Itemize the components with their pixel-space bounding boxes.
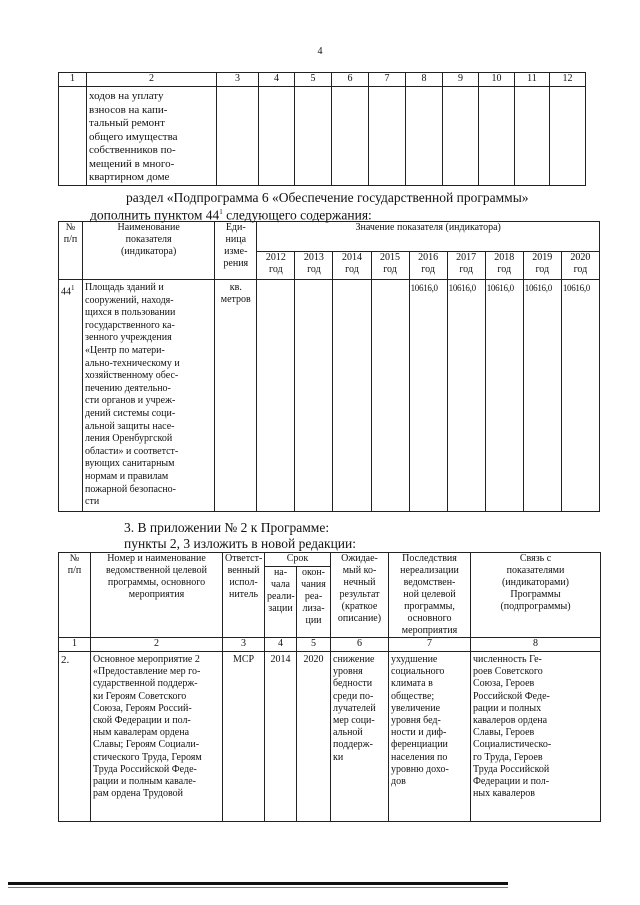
row-responsible: МСР	[223, 652, 265, 822]
value-cell	[257, 280, 295, 512]
year-cell: 2016 год	[409, 252, 447, 280]
value-cell: 10616,0	[447, 280, 485, 512]
paragraph-items: пункты 2, 3 изложить в новой редакции:	[124, 536, 357, 551]
header-link: Связь с показателями (индикаторами) Программы (подпрограммы)	[471, 553, 601, 638]
colnum-cell: 6	[332, 73, 369, 87]
year-cell: 2019 год	[523, 252, 561, 280]
row-program: Основное мероприятие 2 «Предоставление мер го- сударственной поддерж- ки Героям Советского Союза, Героям Россий- ской Федерации и пол- ным кавалерам ордена Славы; Героям Социали- стического Труда, Героям Труда Российской Феде- рации и полным кавале- рам ордена Трудовой	[91, 652, 223, 822]
value-cell: 10616,0	[561, 280, 599, 512]
row-text: ходов на уплату взносов на капи- тальный ремонт общего имущества собственников по- мещений в много- квартирном доме	[87, 87, 217, 186]
indicators-table	[58, 221, 600, 512]
year-cell: 2014 год	[333, 252, 371, 280]
paragraph-appendix: 3. В приложении № 2 к Программе:	[124, 520, 330, 535]
colnum-cell: 9	[443, 73, 479, 87]
table-row	[59, 652, 601, 822]
row-num: $44^1$	[59, 280, 83, 512]
colnum-cell: 1	[59, 73, 87, 87]
row-num: 2.	[59, 652, 91, 822]
header-end: окон- чания реа- лиза- ции	[297, 567, 331, 638]
colnum-cell: 3	[217, 73, 259, 87]
colnum-cell: 7	[389, 638, 471, 652]
colnum-cell: 5	[297, 638, 331, 652]
header-consequences: Последствия нереализации ведомствен- ной целевой программы, основного мероприятия	[389, 553, 471, 638]
year-cell: 2013 год	[295, 252, 333, 280]
value-cell: 10616,0	[485, 280, 523, 512]
header-unit: Еди- ница изме- рения	[215, 222, 257, 280]
table-row	[59, 87, 586, 186]
value-cell	[333, 280, 371, 512]
colnum-cell: 1	[59, 638, 91, 652]
colnum-cell: 11	[515, 73, 550, 87]
row-consequences: ухудшение социального климата в обществе; увеличение уровня бед- ности и диф- ференциации населения по уровню дохо- дов	[389, 652, 471, 822]
row-name: Площадь зданий и сооружений, находя- щихся в пользовании государственного ка- зенного учреждения «Центр по матери- ально-техническому и хозяйственному обес- печению деятельно- сти органов и учреж- дений системы соци- альной защиты насе- ления Оренбургской области» и соответст- вующих санитарным нормам и правилам пожарной безопасно- сти	[83, 280, 215, 512]
colnum-row	[59, 638, 601, 652]
colnum-cell: 12	[550, 73, 586, 87]
header-program: Номер и наименование ведомственной целевой программы, основного мероприятия	[91, 553, 223, 638]
year-cell: 2017 год	[447, 252, 485, 280]
paragraph-section6: раздел «Подпрограмма 6 «Обеспечение государственной программы»	[126, 190, 529, 205]
colnum-cell: 8	[471, 638, 601, 652]
scan-edge-line	[8, 887, 508, 888]
colnum-cell: 2	[87, 73, 217, 87]
row-result: снижение уровня бедности среди по- лучателей мер соци- альной поддерж- ки	[331, 652, 389, 822]
value-cell: 10616,0	[409, 280, 447, 512]
colnum-cell: 7	[369, 73, 406, 87]
table-continuation	[58, 72, 586, 186]
year-cell: 2020 год	[561, 252, 599, 280]
page-number: 4	[317, 46, 323, 57]
year-cell: 2018 год	[485, 252, 523, 280]
colnum-row	[59, 73, 586, 87]
year-cell: 2015 год	[371, 252, 409, 280]
colnum-cell: 4	[259, 73, 295, 87]
scan-edge-line	[8, 882, 508, 885]
header-start: на- чала реали- зации	[265, 567, 297, 638]
header-num: № п/п	[59, 222, 83, 280]
colnum-cell: 2	[91, 638, 223, 652]
header-result: Ожидае- мый ко- нечный результат (краткое описание)	[331, 553, 389, 638]
header-responsible: Ответст- венный испол- нитель	[223, 553, 265, 638]
header-name: Наименование показателя (индикатора)	[83, 222, 215, 280]
year-cell: 2012 год	[257, 252, 295, 280]
value-cell: 10616,0	[523, 280, 561, 512]
value-cell	[371, 280, 409, 512]
header-term: Срок	[265, 553, 331, 567]
measures-table	[58, 552, 601, 822]
value-cell	[295, 280, 333, 512]
paragraph-add-item: дополнить пунктом $44^1$ следующего содержания:	[90, 207, 372, 223]
colnum-cell: 5	[295, 73, 332, 87]
row-link: численность Ге- роев Советского Союза, Героев Российской Феде- рации и полных кавалеров ордена Славы, Героев Социалистическо- го Труда, Героев Труда Российской Федерации и пол- ных кавалеров	[471, 652, 601, 822]
colnum-cell: 6	[331, 638, 389, 652]
row-end: 2020	[297, 652, 331, 822]
table-row	[59, 280, 600, 512]
row-start: 2014	[265, 652, 297, 822]
header-values: Значение показателя (индикатора)	[257, 222, 600, 252]
colnum-cell: 8	[406, 73, 443, 87]
colnum-cell: 3	[223, 638, 265, 652]
colnum-cell: 4	[265, 638, 297, 652]
row-unit: кв. метров	[215, 280, 257, 512]
header-num: № п/п	[59, 553, 91, 638]
colnum-cell: 10	[479, 73, 515, 87]
